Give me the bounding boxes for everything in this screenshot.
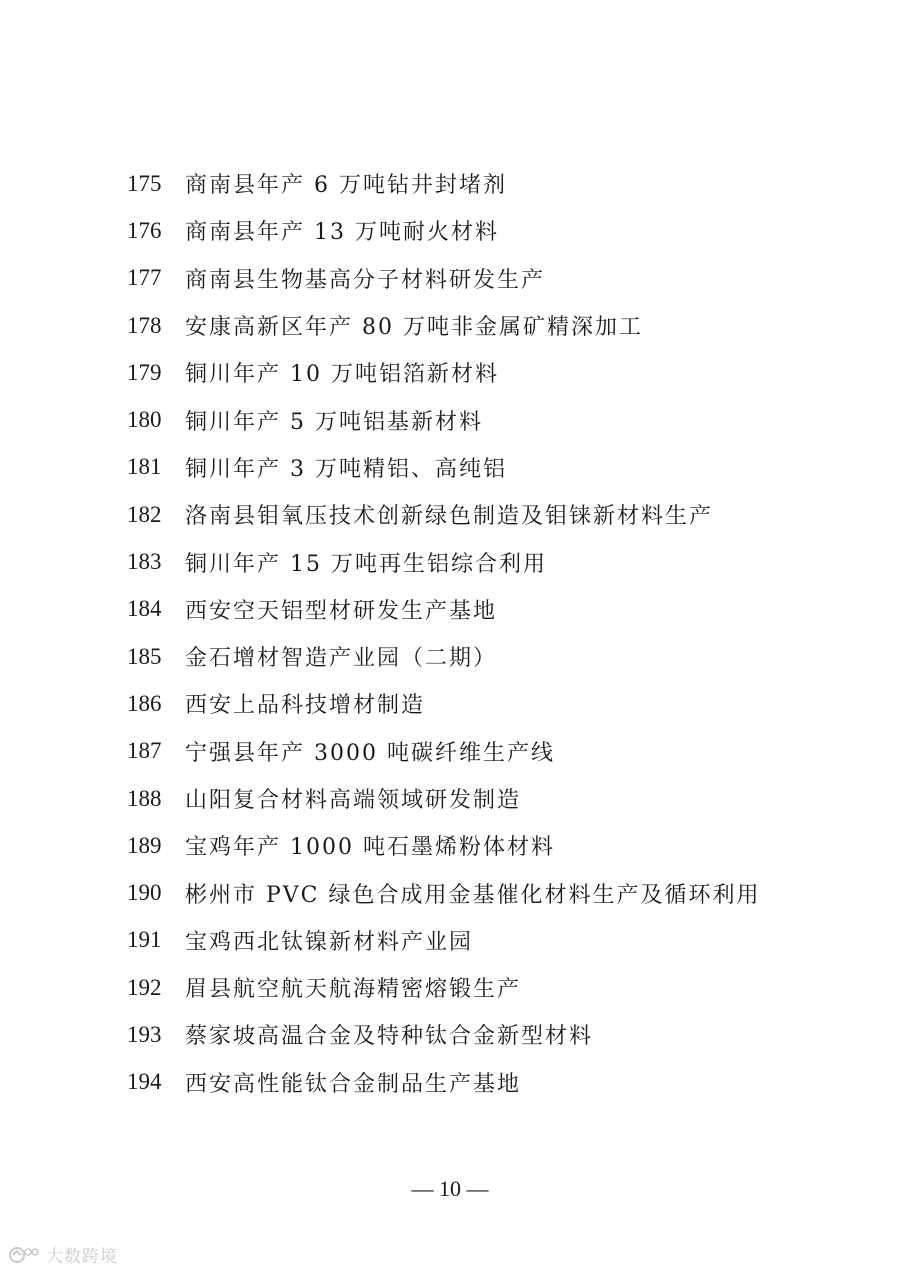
page-number: — 10 — (411, 1176, 489, 1201)
item-number: 192 (127, 974, 162, 1000)
list-item (127, 160, 847, 207)
list-item (127, 775, 847, 822)
list-item (127, 349, 847, 396)
item-name: 宝鸡年产 1000 吨石墨烯粉体材料 (185, 835, 555, 861)
item-name: 西安高性能钛合金制品生产基地 (185, 1071, 522, 1097)
list-item (127, 1059, 847, 1106)
item-number: 187 (127, 738, 162, 764)
list-item (127, 822, 847, 869)
item-name: 商南县生物基高分子材料研发生产 (185, 267, 546, 293)
item-name: 安康高新区年产 80 万吨非金属矿精深加工 (185, 315, 643, 341)
item-name: 洛南县钼氧压技术创新绿色制造及钼铼新材料生产 (185, 504, 714, 530)
item-number: 191 (127, 927, 162, 953)
item-name: 金石增材智造产业园（二期） (185, 646, 498, 672)
item-number: 182 (127, 501, 162, 527)
item-name: 彬州市 PVC 绿色合成用金基催化材料生产及循环利用 (185, 882, 761, 908)
watermark-text: 大数跨境 (46, 1247, 118, 1267)
item-name: 山阳复合材料高端领域研发制造 (185, 788, 522, 813)
list-item (127, 207, 847, 254)
item-number: 181 (127, 454, 162, 480)
item-name: 眉县航空航天航海精密熔锻生产 (185, 977, 522, 1003)
item-name: 铜川年产 3 万吨精铝、高纯铝 (185, 456, 507, 482)
item-name: 西安空天铝型材研发生产基地 (185, 598, 498, 624)
item-number: 180 (127, 407, 162, 433)
list-item (127, 302, 847, 349)
item-number: 177 (127, 265, 162, 291)
project-list (127, 160, 847, 1106)
item-name: 商南县年产 13 万吨耐火材料 (185, 220, 499, 246)
item-number: 188 (127, 785, 162, 811)
item-name: 铜川年产 5 万吨铝基新材料 (185, 409, 483, 435)
item-name: 西安上品科技增材制造 (185, 693, 426, 719)
list-item (127, 538, 847, 585)
item-number: 176 (127, 217, 162, 243)
list-item (127, 728, 847, 775)
list-item (127, 444, 847, 491)
list-item (127, 633, 847, 680)
item-number: 185 (127, 643, 162, 669)
item-number: 175 (127, 170, 162, 196)
item-name: 宁强县年产 3000 吨碳纤维生产线 (185, 740, 555, 766)
list-item (127, 1011, 847, 1058)
list-item (127, 586, 847, 633)
watermark-logo-icon (8, 1244, 42, 1266)
list-item (127, 917, 847, 964)
list-item (127, 255, 847, 302)
item-number: 186 (127, 690, 162, 716)
item-number: 193 (127, 1021, 162, 1047)
item-number: 189 (127, 832, 162, 858)
item-number: 194 (127, 1069, 162, 1095)
item-number: 190 (127, 880, 162, 906)
list-item (127, 396, 847, 443)
item-number: 183 (127, 549, 162, 575)
list-item (127, 964, 847, 1011)
item-name: 铜川年产 10 万吨铝箔新材料 (185, 362, 499, 388)
item-name: 铜川年产 15 万吨再生铝综合利用 (185, 551, 547, 577)
item-number: 179 (127, 359, 162, 385)
list-item (127, 491, 847, 538)
item-name: 商南县年产 6 万吨钻井封堵剂 (185, 173, 507, 199)
list-item (127, 680, 847, 727)
item-name: 宝鸡西北钛镍新材料产业园 (185, 929, 474, 955)
item-name: 蔡家坡高温合金及特种钛合金新型材料 (185, 1024, 594, 1050)
item-number: 178 (127, 312, 162, 338)
watermark (8, 1242, 118, 1267)
list-item (127, 869, 847, 916)
item-number: 184 (127, 596, 162, 622)
